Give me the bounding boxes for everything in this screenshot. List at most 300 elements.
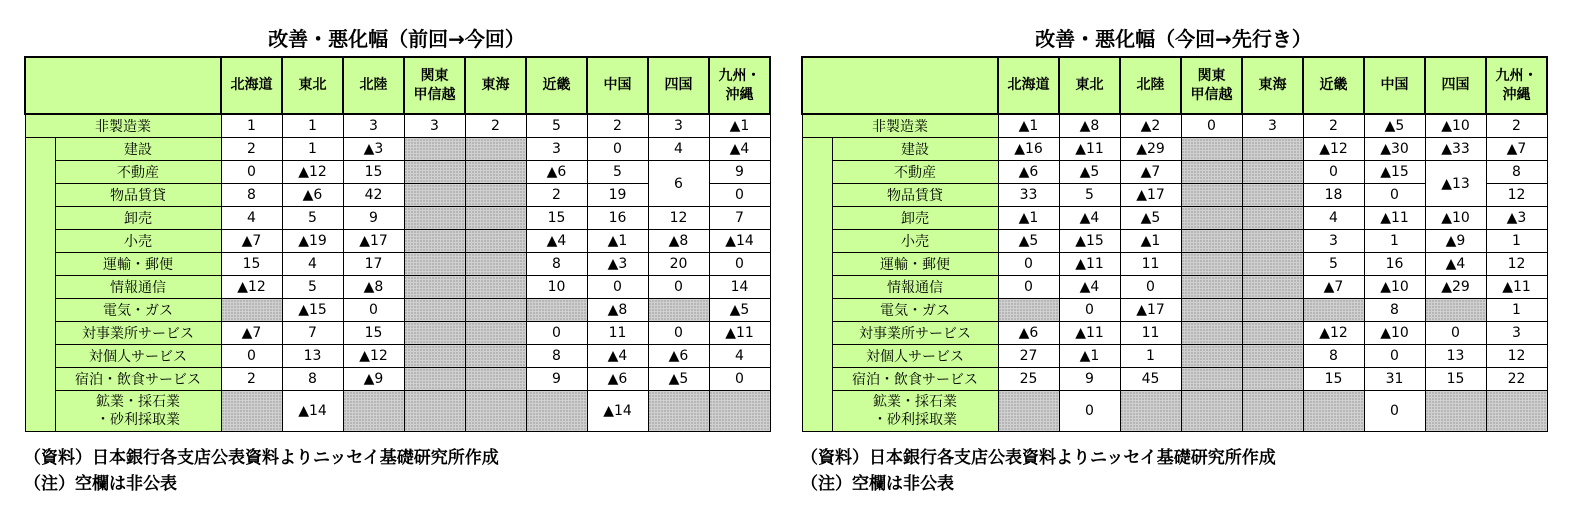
table-row	[25, 161, 770, 184]
value-cell: 0	[648, 322, 709, 345]
table-row	[802, 345, 1547, 368]
value-cell: 5	[526, 114, 587, 138]
value-cell: 15	[526, 207, 587, 230]
blank-cell	[404, 345, 465, 368]
table-row	[802, 391, 1547, 432]
value-cell: 0	[1181, 114, 1242, 138]
row-label: 鉱業・採石業 ・砂利採取業	[55, 391, 221, 432]
row-label: 運輸・郵便	[55, 253, 221, 276]
value-cell: 3	[343, 114, 404, 138]
value-cell: ▲11	[1486, 276, 1547, 299]
row-label: 物品賃貸	[832, 184, 998, 207]
value-cell: ▲29	[1120, 138, 1181, 161]
value-cell: ▲16	[998, 138, 1059, 161]
blank-cell	[1181, 184, 1242, 207]
value-cell: ▲14	[587, 391, 648, 432]
table-row	[802, 161, 1547, 184]
blank-cell	[1181, 253, 1242, 276]
table-row	[25, 368, 770, 391]
row-label: 鉱業・採石業 ・砂利採取業	[832, 391, 998, 432]
value-cell: ▲29	[1425, 276, 1486, 299]
blank-cell	[526, 391, 587, 432]
value-cell: 0	[1120, 276, 1181, 299]
value-cell: ▲8	[343, 276, 404, 299]
value-cell: 15	[1425, 368, 1486, 391]
blank-cell	[1242, 230, 1303, 253]
value-cell: 8	[526, 253, 587, 276]
column-header: 九州・ 沖縄	[1486, 57, 1547, 114]
blank-cell	[1242, 322, 1303, 345]
value-cell: 11	[1120, 322, 1181, 345]
table-row	[25, 276, 770, 299]
column-header: 四国	[1425, 57, 1486, 114]
row-label: 物品賃貸	[55, 184, 221, 207]
value-cell: 0	[998, 276, 1059, 299]
value-cell: 9	[343, 207, 404, 230]
value-cell: ▲11	[1059, 253, 1120, 276]
change-table	[801, 56, 1548, 432]
value-cell: 0	[526, 322, 587, 345]
value-cell: 3	[648, 114, 709, 138]
value-cell: ▲11	[1059, 322, 1120, 345]
blank-cell	[1425, 299, 1486, 322]
value-cell: ▲7	[1303, 276, 1364, 299]
value-cell: 1	[1120, 345, 1181, 368]
value-cell: 0	[1364, 184, 1425, 207]
value-cell: 9	[1059, 368, 1120, 391]
blank-cell	[1181, 138, 1242, 161]
column-header: 北海道	[998, 57, 1059, 114]
value-cell: 42	[343, 184, 404, 207]
value-cell: 12	[1486, 253, 1547, 276]
row-label: 不動産	[55, 161, 221, 184]
value-cell: ▲4	[1059, 276, 1120, 299]
table-row	[25, 207, 770, 230]
row-label: 非製造業	[25, 114, 221, 138]
row-label: 宿泊・飲食サービス	[832, 368, 998, 391]
value-cell: ▲5	[1120, 207, 1181, 230]
blank-cell	[465, 161, 526, 184]
blank-cell	[709, 391, 770, 432]
blank-cell	[465, 391, 526, 432]
blank-cell	[465, 184, 526, 207]
value-cell: ▲1	[1059, 345, 1120, 368]
value-cell: ▲14	[282, 391, 343, 432]
blank-cell	[1242, 161, 1303, 184]
column-header: 近畿	[1303, 57, 1364, 114]
blank-cell	[1242, 207, 1303, 230]
value-cell: 4	[648, 138, 709, 161]
row-label: 電気・ガス	[55, 299, 221, 322]
value-cell: ▲17	[1120, 184, 1181, 207]
table-row	[25, 138, 770, 161]
value-cell: ▲11	[1364, 207, 1425, 230]
value-cell: 1	[1486, 230, 1547, 253]
value-cell: 11	[1120, 253, 1181, 276]
value-cell: 2	[221, 368, 282, 391]
value-cell: ▲10	[1425, 114, 1486, 138]
value-cell: ▲19	[282, 230, 343, 253]
table-title: 改善・悪化幅（前回→今回）	[268, 27, 525, 51]
row-label: 情報通信	[55, 276, 221, 299]
value-cell: ▲2	[1120, 114, 1181, 138]
blank-cell	[1242, 276, 1303, 299]
value-cell: 4	[709, 345, 770, 368]
column-header: 中国	[587, 57, 648, 114]
blank-cell	[221, 391, 282, 432]
blank-cell	[404, 276, 465, 299]
row-label: 電気・ガス	[832, 299, 998, 322]
table-row	[802, 114, 1547, 138]
value-cell: 19	[587, 184, 648, 207]
column-header: 北陸	[343, 57, 404, 114]
value-cell: 3	[1303, 230, 1364, 253]
value-cell: ▲3	[1486, 207, 1547, 230]
value-cell: ▲5	[709, 299, 770, 322]
value-cell: ▲7	[221, 230, 282, 253]
value-cell: 0	[1303, 161, 1364, 184]
header-row	[802, 57, 1547, 114]
blank-cell	[1181, 391, 1242, 432]
value-cell: 12	[1486, 345, 1547, 368]
value-cell: ▲6	[998, 161, 1059, 184]
table-row	[25, 114, 770, 138]
value-cell: ▲9	[343, 368, 404, 391]
value-cell: ▲4	[1059, 207, 1120, 230]
table-row	[802, 368, 1547, 391]
table-panel-previous-to-current	[24, 22, 769, 494]
table-row	[802, 276, 1547, 299]
value-cell: 11	[587, 322, 648, 345]
value-cell: 13	[282, 345, 343, 368]
value-cell: ▲3	[587, 253, 648, 276]
value-cell: ▲15	[282, 299, 343, 322]
value-cell: 1	[1486, 299, 1547, 322]
row-label: 情報通信	[832, 276, 998, 299]
footnote-source: （資料）日本銀行各支店公表資料よりニッセイ基礎研究所作成	[801, 448, 1276, 468]
blank-cell	[465, 322, 526, 345]
row-label: 卸売	[55, 207, 221, 230]
value-cell: 5	[282, 276, 343, 299]
value-cell: ▲10	[1364, 276, 1425, 299]
value-cell: 5	[587, 161, 648, 184]
value-cell: ▲13	[1425, 161, 1486, 207]
column-header: 関東 甲信越	[1181, 57, 1242, 114]
value-cell: 4	[1303, 207, 1364, 230]
header-corner	[802, 57, 998, 114]
blank-cell	[1181, 345, 1242, 368]
blank-cell	[465, 299, 526, 322]
value-cell: 2	[465, 114, 526, 138]
column-header: 中国	[1364, 57, 1425, 114]
blank-cell	[1303, 299, 1364, 322]
blank-cell	[1242, 184, 1303, 207]
table-row	[25, 299, 770, 322]
value-cell: ▲5	[1059, 161, 1120, 184]
row-label: 対個人サービス	[832, 345, 998, 368]
value-cell: 25	[998, 368, 1059, 391]
table-row	[25, 322, 770, 345]
value-cell: 0	[1059, 391, 1120, 432]
blank-cell	[404, 299, 465, 322]
value-cell: 12	[648, 207, 709, 230]
value-cell: 31	[1364, 368, 1425, 391]
value-cell: 0	[1364, 345, 1425, 368]
row-label: 建設	[832, 138, 998, 161]
value-cell: 2	[587, 114, 648, 138]
value-cell: 18	[1303, 184, 1364, 207]
value-cell: ▲4	[526, 230, 587, 253]
row-label: 卸売	[832, 207, 998, 230]
table-row	[802, 299, 1547, 322]
value-cell: 3	[404, 114, 465, 138]
value-cell: ▲11	[1059, 138, 1120, 161]
value-cell: 0	[587, 138, 648, 161]
value-cell: ▲10	[1425, 207, 1486, 230]
column-header: 東海	[465, 57, 526, 114]
table-row	[25, 253, 770, 276]
value-cell: ▲1	[1120, 230, 1181, 253]
blank-cell	[648, 299, 709, 322]
row-label: 小売	[832, 230, 998, 253]
value-cell: ▲33	[1425, 138, 1486, 161]
value-cell: 7	[282, 322, 343, 345]
value-cell: 8	[1486, 161, 1547, 184]
blank-cell	[404, 161, 465, 184]
value-cell: ▲6	[282, 184, 343, 207]
value-cell: ▲12	[282, 161, 343, 184]
value-cell: ▲7	[1486, 138, 1547, 161]
blank-cell	[1303, 391, 1364, 432]
value-cell: ▲15	[1059, 230, 1120, 253]
blank-cell	[1242, 299, 1303, 322]
value-cell: 4	[282, 253, 343, 276]
value-cell: 1	[1364, 230, 1425, 253]
value-cell: 9	[709, 161, 770, 184]
value-cell: ▲7	[221, 322, 282, 345]
value-cell: 15	[1303, 368, 1364, 391]
value-cell: ▲7	[1120, 161, 1181, 184]
footnote-source: （資料）日本銀行各支店公表資料よりニッセイ基礎研究所作成	[24, 448, 499, 468]
value-cell: 0	[221, 345, 282, 368]
blank-cell	[343, 391, 404, 432]
blank-cell	[465, 276, 526, 299]
value-cell: 0	[1425, 322, 1486, 345]
value-cell: ▲4	[587, 345, 648, 368]
blank-cell	[1242, 138, 1303, 161]
blank-cell	[404, 368, 465, 391]
value-cell: ▲4	[709, 138, 770, 161]
value-cell: 2	[526, 184, 587, 207]
blank-cell	[465, 253, 526, 276]
value-cell: ▲12	[1303, 138, 1364, 161]
value-cell: 2	[221, 138, 282, 161]
value-cell: ▲8	[587, 299, 648, 322]
blank-cell	[1242, 391, 1303, 432]
value-cell: ▲10	[1364, 322, 1425, 345]
value-cell: ▲3	[343, 138, 404, 161]
blank-cell	[1486, 391, 1547, 432]
value-cell: 27	[998, 345, 1059, 368]
row-label: 対個人サービス	[55, 345, 221, 368]
blank-cell	[221, 299, 282, 322]
value-cell: 15	[343, 161, 404, 184]
value-cell: ▲6	[998, 322, 1059, 345]
value-cell: 3	[1486, 322, 1547, 345]
value-cell: ▲5	[1364, 114, 1425, 138]
value-cell: ▲8	[1059, 114, 1120, 138]
indent-cell	[802, 138, 832, 432]
value-cell: ▲6	[648, 345, 709, 368]
table-row	[802, 207, 1547, 230]
footnote-note: （注）空欄は非公表	[24, 474, 177, 494]
table-row	[25, 230, 770, 253]
row-label: 建設	[55, 138, 221, 161]
column-header: 東海	[1242, 57, 1303, 114]
value-cell: 0	[1059, 299, 1120, 322]
value-cell: ▲14	[709, 230, 770, 253]
table-row	[802, 322, 1547, 345]
row-label: 非製造業	[802, 114, 998, 138]
blank-cell	[1120, 391, 1181, 432]
value-cell: ▲17	[1120, 299, 1181, 322]
value-cell: 8	[526, 345, 587, 368]
row-label: 対事業所サービス	[832, 322, 998, 345]
blank-cell	[404, 184, 465, 207]
value-cell: ▲5	[648, 368, 709, 391]
value-cell: 8	[282, 368, 343, 391]
value-cell: 5	[1303, 253, 1364, 276]
value-cell: 16	[1364, 253, 1425, 276]
blank-cell	[1181, 299, 1242, 322]
blank-cell	[1181, 161, 1242, 184]
column-header: 北陸	[1120, 57, 1181, 114]
value-cell: ▲12	[343, 345, 404, 368]
blank-cell	[648, 391, 709, 432]
value-cell: 0	[587, 276, 648, 299]
blank-cell	[998, 299, 1059, 322]
value-cell: 22	[1486, 368, 1547, 391]
value-cell: 45	[1120, 368, 1181, 391]
footnote-note: （注）空欄は非公表	[801, 474, 954, 494]
row-label: 小売	[55, 230, 221, 253]
table-title: 改善・悪化幅（今回→先行き）	[1035, 27, 1312, 51]
blank-cell	[404, 322, 465, 345]
value-cell: 17	[343, 253, 404, 276]
value-cell: ▲17	[343, 230, 404, 253]
value-cell: ▲8	[648, 230, 709, 253]
blank-cell	[1181, 322, 1242, 345]
value-cell: 0	[1364, 391, 1425, 432]
indent-cell	[25, 138, 55, 432]
value-cell: 1	[282, 114, 343, 138]
value-cell: 13	[1425, 345, 1486, 368]
column-header: 九州・ 沖縄	[709, 57, 770, 114]
row-label: 対事業所サービス	[55, 322, 221, 345]
blank-cell	[404, 391, 465, 432]
change-table	[24, 56, 771, 432]
value-cell: ▲4	[1425, 253, 1486, 276]
column-header: 東北	[282, 57, 343, 114]
value-cell: 0	[343, 299, 404, 322]
value-cell: 8	[1303, 345, 1364, 368]
blank-cell	[998, 391, 1059, 432]
blank-cell	[1242, 253, 1303, 276]
value-cell: 0	[709, 253, 770, 276]
value-cell: 3	[1242, 114, 1303, 138]
value-cell: 2	[1303, 114, 1364, 138]
blank-cell	[465, 368, 526, 391]
value-cell: 0	[998, 253, 1059, 276]
value-cell: 0	[648, 276, 709, 299]
value-cell: ▲5	[998, 230, 1059, 253]
value-cell: ▲12	[1303, 322, 1364, 345]
value-cell: ▲30	[1364, 138, 1425, 161]
value-cell: 1	[282, 138, 343, 161]
value-cell: 0	[221, 161, 282, 184]
value-cell: ▲9	[1425, 230, 1486, 253]
value-cell: 0	[709, 368, 770, 391]
blank-cell	[465, 230, 526, 253]
blank-cell	[465, 207, 526, 230]
column-header: 北海道	[221, 57, 282, 114]
value-cell: 6	[648, 161, 709, 207]
blank-cell	[465, 345, 526, 368]
value-cell: 33	[998, 184, 1059, 207]
blank-cell	[1181, 276, 1242, 299]
table-row	[25, 391, 770, 432]
header-corner	[25, 57, 221, 114]
column-header: 近畿	[526, 57, 587, 114]
column-header: 四国	[648, 57, 709, 114]
table-row	[802, 230, 1547, 253]
value-cell: 0	[709, 184, 770, 207]
row-label: 運輸・郵便	[832, 253, 998, 276]
value-cell: ▲12	[221, 276, 282, 299]
value-cell: 2	[1486, 114, 1547, 138]
value-cell: 4	[221, 207, 282, 230]
blank-cell	[1425, 391, 1486, 432]
value-cell: 7	[709, 207, 770, 230]
blank-cell	[404, 138, 465, 161]
value-cell: ▲6	[587, 368, 648, 391]
value-cell: 10	[526, 276, 587, 299]
value-cell: ▲1	[998, 114, 1059, 138]
blank-cell	[1242, 345, 1303, 368]
value-cell: 12	[1486, 184, 1547, 207]
value-cell: 1	[221, 114, 282, 138]
blank-cell	[1242, 368, 1303, 391]
column-header: 東北	[1059, 57, 1120, 114]
value-cell: 9	[526, 368, 587, 391]
value-cell: 8	[221, 184, 282, 207]
value-cell: ▲1	[709, 114, 770, 138]
blank-cell	[404, 253, 465, 276]
value-cell: 20	[648, 253, 709, 276]
value-cell: ▲11	[709, 322, 770, 345]
value-cell: ▲6	[526, 161, 587, 184]
table-row	[25, 345, 770, 368]
value-cell: 15	[221, 253, 282, 276]
value-cell: ▲15	[1364, 161, 1425, 184]
blank-cell	[404, 230, 465, 253]
table-row	[802, 253, 1547, 276]
blank-cell	[465, 138, 526, 161]
row-label: 不動産	[832, 161, 998, 184]
header-row	[25, 57, 770, 114]
value-cell: 8	[1364, 299, 1425, 322]
blank-cell	[1181, 368, 1242, 391]
